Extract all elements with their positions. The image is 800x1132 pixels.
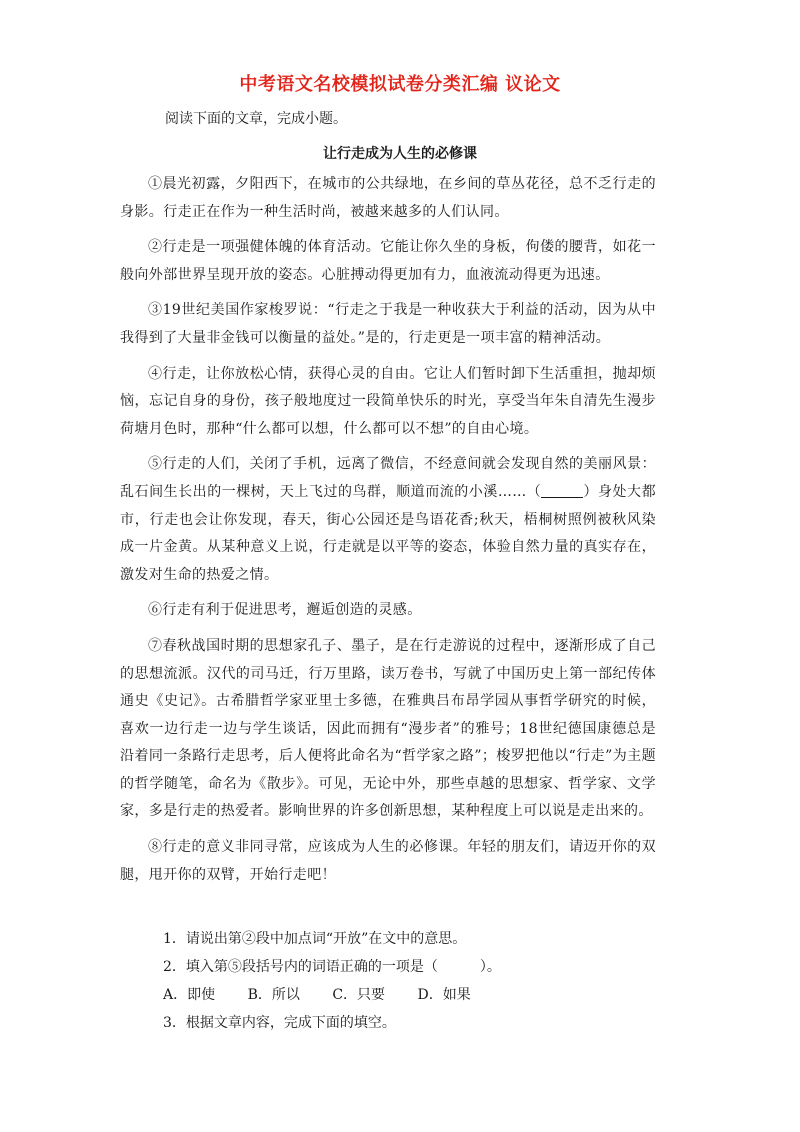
option-a: A．即使	[163, 987, 216, 1003]
paragraph-5-after-blank: ）身处大都市，行走也会让你发现，春天，街心公园还是鸟语花香;秋天，梧桐树照例被秋风染成一片金黄。从某种意义上说，行走就是以平等的姿态，体验自然力量的真实存在，激发对生命的热爱之情。	[120, 483, 656, 583]
paragraph-5	[120, 451, 656, 589]
option-b: B．所以	[247, 987, 300, 1003]
questions-section	[163, 925, 663, 1037]
question-3: 3．根据文章内容，完成下面的填空。	[163, 1015, 396, 1031]
paragraph-7: ⑦春秋战国时期的思想家孔子、墨子，是在行走游说的过程中，逐渐形成了自己的思想流派。汉代的司马迁，行万里路，读万卷书，写就了中国历史上第一部纪传体通史《史记》。古希腊哲学家亚里士多德，在雅典吕布昂学园从事哲学研究的时候，喜欢一边行走一边与学生谈话，因此而拥有“漫步者”的雅号；18世纪德国康德总是沿着同一条路行走思考，后人便将此命名为“哲学家之路”；梭罗把他以“行走”为主题的哲学随笔，命名为《散步》。可见，无论中外，那些卓越的思想家、哲学家、文学家，多是行走的热爱者。影响世界的许多创新思想，某种程度上可以说是走出来的。	[120, 637, 656, 820]
reading-instruction: 阅读下面的文章，完成小题。	[165, 111, 347, 127]
paragraph-2: ②行走是一项强健体魄的体育活动。它能让你久坐的身板，佝偻的腰背，如花一般向外部世界呈现开放的姿态。心脏搏动得更加有力，血液流动得更为迅速。	[120, 239, 656, 283]
fill-in-blank	[541, 481, 583, 498]
option-c: C．只要	[332, 987, 386, 1003]
essay-title: 让行走成为人生的必修课	[323, 146, 477, 162]
question-2-options	[163, 981, 663, 1009]
question-1: 1．请说出第②段中加点词“开放”在文中的意思。	[163, 931, 467, 947]
paragraph-5-before-blank: ⑤行走的人们，关闭了手机，远离了微信，不经意间就会发现自然的美丽风景：乱石间生长出的一棵树，天上飞过的鸟群，顺道而流的小溪……（	[120, 456, 656, 500]
essay-body	[120, 171, 656, 897]
document-title: 中考语文名校模拟试卷分类汇编 议论文	[239, 74, 561, 95]
option-d: D．如果	[417, 987, 471, 1003]
paragraph-3: ③19世纪美国作家梭罗说：“行走之于我是一种收获大于利益的活动，因为从中我得到了大量非金钱可以衡量的益处。”是的，行走更是一项丰富的精神活动。	[120, 302, 656, 346]
paragraph-1: ①晨光初露，夕阳西下，在城市的公共绿地，在乡间的草丛花径，总不乏行走的身影。行走正在作为一种生活时尚，被越来越多的人们认同。	[120, 176, 656, 220]
paragraph-6: ⑥行走有利于促进思考，邂逅创造的灵感。	[148, 602, 422, 619]
paragraph-8: ⑧行走的意义非同寻常，应该成为人生的必修课。年轻的朋友们，请迈开你的双腿，甩开你的双臂，开始行走吧！	[120, 839, 656, 883]
paragraph-4: ④行走，让你放松心情，获得心灵的自由。它让人们暂时卸下生活重担，抛却烦恼，忘记自身的身份，孩子般地度过一段简单快乐的时光，享受当年朱自清先生漫步荷塘月色时，那种“什么都可以想，什么都可以不想”的自由心境。	[120, 365, 656, 437]
question-2: 2．填入第⑤段括号内的词语正确的一项是（ ）。	[163, 959, 501, 975]
